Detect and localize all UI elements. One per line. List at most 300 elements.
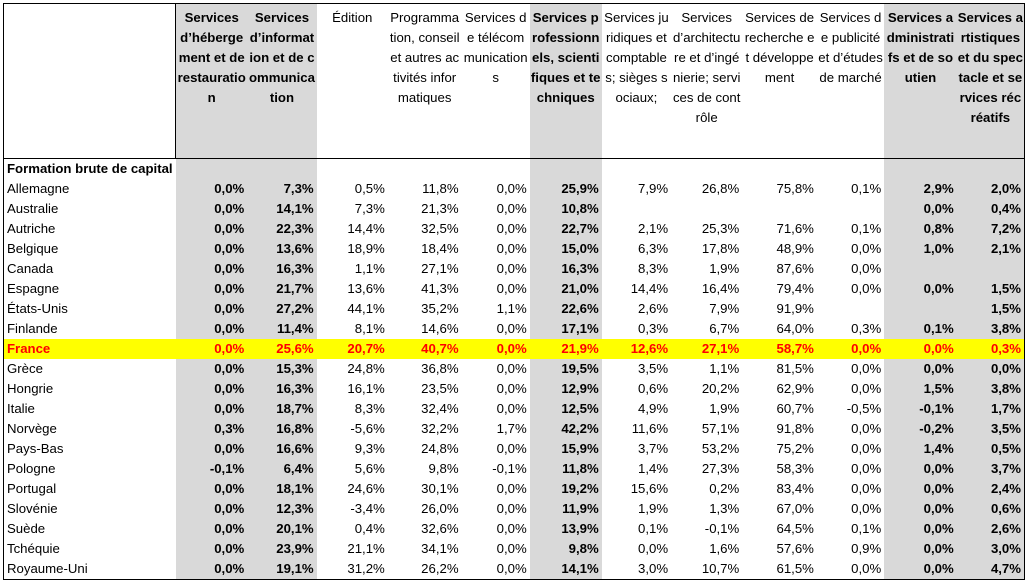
section-filler-cell (671, 159, 742, 180)
value-cell-administratifs-soutien: 0,0% (884, 199, 957, 219)
capital-formation-table (3, 3, 1025, 580)
table-body (4, 159, 1025, 580)
value-cell-architecture-ingenierie: 1,6% (709, 541, 740, 556)
table-row (4, 539, 1025, 559)
value-cell-recherche-developpement: 75,8% (776, 181, 814, 196)
table-row (4, 499, 1025, 519)
value-cell-information-communication: 12,3% (247, 499, 316, 519)
section-filler-cell (742, 159, 817, 180)
value-cell-administratifs-soutien (884, 259, 957, 279)
value-cell-professionnels-scientifiques: 15,9% (530, 439, 602, 459)
value-cell-artistiques-spectacle: 3,0% (957, 539, 1025, 559)
section-filler-cell (884, 159, 957, 180)
value-cell-professionnels-scientifiques: 11,9% (530, 499, 602, 519)
value-cell-programmation: 27,1% (421, 261, 459, 276)
table-row (4, 459, 1025, 479)
value-cell-artistiques-spectacle: 2,0% (957, 179, 1025, 199)
value-cell-recherche-developpement: 79,4% (776, 281, 814, 296)
value-cell-programmation: 26,2% (388, 559, 462, 580)
value-cell-juridiques-comptables: 1,4% (638, 461, 669, 476)
value-cell-recherche-developpement: 83,4% (776, 481, 814, 496)
value-cell-edition: 44,1% (347, 301, 385, 316)
value-cell-hebergement-restauration: 0,0% (176, 399, 248, 419)
value-cell-administratifs-soutien (884, 299, 957, 319)
value-cell-recherche-developpement: 91,9% (776, 301, 814, 316)
table-header (4, 4, 1025, 159)
value-cell-telecommunications: 0,0% (496, 361, 527, 376)
value-cell-architecture-ingenierie: 27,1% (671, 339, 742, 359)
value-cell-professionnels-scientifiques: 11,8% (530, 459, 602, 479)
value-cell-administratifs-soutien: 2,9% (884, 179, 957, 199)
value-cell-edition: 24,6% (347, 481, 385, 496)
value-cell-programmation: 32,4% (421, 401, 459, 416)
value-cell-administratifs-soutien: 0,0% (884, 519, 957, 539)
header-publicite-etudes: Services de publicité et d’études de marché (817, 4, 884, 159)
value-cell-administratifs-soutien: 0,0% (884, 539, 957, 559)
value-cell-publicite-etudes: 0,0% (817, 339, 884, 359)
value-cell-edition: 9,3% (354, 441, 385, 456)
section-filler-cell (317, 159, 388, 180)
value-cell-telecommunications: 0,0% (496, 401, 527, 416)
table-row (4, 399, 1025, 419)
value-cell-administratifs-soutien: 1,0% (884, 239, 957, 259)
value-cell-recherche-developpement: 60,7% (776, 401, 814, 416)
value-cell-juridiques-comptables: 7,9% (638, 181, 669, 196)
value-cell-information-communication: 18,7% (247, 399, 316, 419)
header-artistiques-spectacle: Services artistiques et du spectacle et services récréatifs (957, 4, 1025, 159)
country-cell: Allemagne (4, 179, 176, 199)
value-cell-programmation: 9,8% (428, 461, 459, 476)
value-cell-publicite-etudes: 0,0% (851, 261, 882, 276)
table-row (4, 479, 1025, 499)
value-cell-hebergement-restauration: 0,0% (176, 379, 248, 399)
value-cell-publicite-etudes: 0,1% (851, 221, 882, 236)
section-row (4, 159, 1025, 180)
value-cell-architecture-ingenierie: 17,8% (701, 241, 740, 256)
value-cell-telecommunications: 0,0% (496, 501, 527, 516)
value-cell-juridiques-comptables (602, 199, 671, 219)
value-cell-edition: 20,7% (317, 339, 388, 359)
value-cell-administratifs-soutien: 1,5% (884, 379, 957, 399)
value-cell-professionnels-scientifiques: 12,5% (530, 399, 602, 419)
value-cell-artistiques-spectacle: 1,5% (957, 299, 1025, 319)
value-cell-artistiques-spectacle: 0,5% (957, 439, 1025, 459)
header-telecommunications: Services de télécommunications (462, 4, 530, 159)
value-cell-hebergement-restauration: 0,0% (176, 339, 248, 359)
value-cell-hebergement-restauration: -0,1% (176, 459, 248, 479)
value-cell-artistiques-spectacle: 3,8% (957, 379, 1025, 399)
value-cell-programmation: 24,8% (421, 441, 459, 456)
value-cell-professionnels-scientifiques: 19,5% (530, 359, 602, 379)
value-cell-programmation: 41,3% (421, 281, 459, 296)
value-cell-telecommunications: 0,0% (496, 541, 527, 556)
value-cell-programmation: 14,6% (421, 321, 459, 336)
value-cell-juridiques-comptables: 12,6% (602, 339, 671, 359)
value-cell-telecommunications: 0,0% (462, 559, 530, 580)
value-cell-hebergement-restauration: 0,0% (176, 439, 248, 459)
value-cell-telecommunications: 0,0% (496, 381, 527, 396)
country-cell: Tchéquie (4, 539, 176, 559)
value-cell-information-communication: 22,3% (247, 219, 316, 239)
value-cell-information-communication: 25,6% (247, 339, 316, 359)
value-cell-telecommunications: 0,0% (496, 221, 527, 236)
value-cell-edition: 0,4% (354, 521, 385, 536)
value-cell-recherche-developpement: 61,5% (742, 559, 817, 580)
value-cell-publicite-etudes: 0,0% (851, 241, 882, 256)
value-cell-publicite-etudes: 0,1% (851, 181, 882, 196)
value-cell-edition: -5,6% (350, 421, 385, 436)
country-cell: Slovénie (4, 499, 176, 519)
table-row (4, 439, 1025, 459)
value-cell-programmation: 32,6% (421, 521, 459, 536)
value-cell-juridiques-comptables: 0,6% (638, 381, 669, 396)
value-cell-professionnels-scientifiques: 25,9% (530, 179, 602, 199)
value-cell-publicite-etudes: 0,0% (817, 559, 884, 580)
header-edition: Édition (317, 4, 388, 159)
table-row (4, 359, 1025, 379)
value-cell-telecommunications: 0,0% (496, 521, 527, 536)
value-cell-juridiques-comptables: 14,4% (630, 281, 669, 296)
value-cell-hebergement-restauration: 0,0% (176, 559, 248, 580)
value-cell-architecture-ingenierie: 6,7% (709, 321, 740, 336)
value-cell-artistiques-spectacle: 2,6% (957, 519, 1025, 539)
section-filler-cell (462, 159, 530, 180)
value-cell-professionnels-scientifiques: 16,3% (530, 259, 602, 279)
country-cell: Pays-Bas (4, 439, 176, 459)
value-cell-hebergement-restauration: 0,0% (176, 319, 248, 339)
section-filler-cell (957, 159, 1025, 180)
value-cell-telecommunications: 0,0% (462, 339, 530, 359)
value-cell-artistiques-spectacle: 3,7% (957, 459, 1025, 479)
value-cell-edition: 14,4% (347, 221, 385, 236)
value-cell-recherche-developpement: 67,0% (776, 501, 814, 516)
value-cell-administratifs-soutien: 0,1% (884, 319, 957, 339)
table-row (4, 319, 1025, 339)
value-cell-professionnels-scientifiques: 17,1% (530, 319, 602, 339)
value-cell-administratifs-soutien: 1,4% (884, 439, 957, 459)
value-cell-architecture-ingenierie: 7,9% (709, 301, 740, 316)
header-juridiques-comptables: Services juridiques et comptables; sièges sociaux; (602, 4, 671, 159)
value-cell-telecommunications: 0,0% (496, 441, 527, 456)
value-cell-administratifs-soutien: 0,0% (884, 459, 957, 479)
value-cell-programmation: 11,8% (422, 181, 459, 196)
value-cell-recherche-developpement: 71,6% (776, 221, 814, 236)
country-cell: Pologne (4, 459, 176, 479)
value-cell-artistiques-spectacle (957, 259, 1025, 279)
value-cell-artistiques-spectacle: 2,1% (957, 239, 1025, 259)
value-cell-edition: 24,8% (347, 361, 385, 376)
table-row (4, 279, 1025, 299)
value-cell-publicite-etudes: 0,0% (851, 381, 882, 396)
country-cell: États-Unis (4, 299, 176, 319)
value-cell-juridiques-comptables: 2,1% (638, 221, 669, 236)
section-filler-cell (247, 159, 316, 180)
header-row (4, 4, 1025, 159)
value-cell-programmation: 36,8% (421, 361, 459, 376)
value-cell-juridiques-comptables: 3,5% (638, 361, 669, 376)
value-cell-publicite-etudes: 0,0% (851, 361, 882, 376)
country-cell: Autriche (4, 219, 176, 239)
value-cell-recherche-developpement: 58,3% (776, 461, 814, 476)
value-cell-information-communication: 6,4% (247, 459, 316, 479)
country-cell: Royaume-Uni (4, 559, 176, 580)
value-cell-recherche-developpement (742, 199, 817, 219)
country-cell: Suède (4, 519, 176, 539)
table-row (4, 419, 1025, 439)
value-cell-professionnels-scientifiques: 13,9% (530, 519, 602, 539)
value-cell-juridiques-comptables: 6,3% (638, 241, 669, 256)
value-cell-architecture-ingenierie: 10,7% (671, 559, 742, 580)
table-row-highlighted (4, 339, 1025, 359)
value-cell-architecture-ingenierie: 16,4% (701, 281, 740, 296)
value-cell-artistiques-spectacle: 0,0% (957, 359, 1025, 379)
header-architecture-ingenierie: Services d’architecture et d’ingénierie; services de contrôle (671, 4, 742, 159)
value-cell-publicite-etudes (817, 299, 884, 319)
value-cell-information-communication: 18,1% (247, 479, 316, 499)
value-cell-telecommunications: 0,0% (496, 321, 527, 336)
country-cell: Australie (4, 199, 176, 219)
country-cell: Canada (4, 259, 176, 279)
header-administratifs-soutien: Services administratifs et de soutien (884, 4, 957, 159)
value-cell-juridiques-comptables: 3,7% (638, 441, 669, 456)
value-cell-administratifs-soutien: 0,0% (884, 479, 957, 499)
value-cell-administratifs-soutien: -0,2% (884, 419, 957, 439)
value-cell-information-communication: 16,6% (247, 439, 316, 459)
value-cell-juridiques-comptables: 15,6% (630, 481, 669, 496)
value-cell-juridiques-comptables: 0,0% (638, 541, 669, 556)
value-cell-telecommunications: 0,0% (496, 261, 527, 276)
value-cell-architecture-ingenierie (671, 199, 742, 219)
value-cell-administratifs-soutien: 0,0% (884, 279, 957, 299)
value-cell-professionnels-scientifiques: 22,7% (530, 219, 602, 239)
value-cell-artistiques-spectacle: 1,5% (957, 279, 1025, 299)
value-cell-publicite-etudes: -0,5% (846, 401, 882, 416)
value-cell-information-communication: 16,8% (247, 419, 316, 439)
value-cell-publicite-etudes: 0,0% (851, 461, 882, 476)
value-cell-telecommunications: 0,0% (496, 481, 527, 496)
value-cell-publicite-etudes: 0,0% (851, 481, 882, 496)
value-cell-programmation: 40,7% (388, 339, 462, 359)
country-cell: Grèce (4, 359, 176, 379)
value-cell-edition: 31,2% (317, 559, 388, 580)
value-cell-telecommunications: 0,0% (496, 281, 527, 296)
value-cell-information-communication: 27,2% (247, 299, 316, 319)
country-cell: Finlande (4, 319, 176, 339)
country-cell: France (4, 339, 176, 359)
value-cell-information-communication: 20,1% (247, 519, 316, 539)
section-filler-cell (602, 159, 671, 180)
table-row (4, 559, 1025, 580)
value-cell-hebergement-restauration: 0,0% (176, 519, 248, 539)
value-cell-recherche-developpement: 57,6% (776, 541, 814, 556)
table-row (4, 259, 1025, 279)
value-cell-professionnels-scientifiques: 14,1% (530, 559, 602, 580)
value-cell-juridiques-comptables: 4,9% (638, 401, 669, 416)
value-cell-programmation: 34,1% (421, 541, 459, 556)
value-cell-edition: 5,6% (354, 461, 385, 476)
header-professionnels-scientifiques: Services professionnels, scientifiques et techniques (530, 4, 602, 159)
value-cell-publicite-etudes: 0,1% (851, 521, 882, 536)
value-cell-telecommunications: 0,0% (496, 181, 527, 196)
value-cell-artistiques-spectacle: 3,8% (957, 319, 1025, 339)
value-cell-hebergement-restauration: 0,0% (176, 239, 248, 259)
value-cell-recherche-developpement: 58,7% (742, 339, 817, 359)
value-cell-architecture-ingenierie: 25,3% (701, 221, 740, 236)
value-cell-telecommunications: 0,0% (496, 241, 527, 256)
table-row (4, 219, 1025, 239)
header-corner-cell (4, 4, 176, 159)
value-cell-information-communication: 21,7% (247, 279, 316, 299)
value-cell-publicite-etudes: 0,9% (851, 541, 882, 556)
value-cell-telecommunications: 1,1% (496, 301, 527, 316)
value-cell-recherche-developpement: 91,8% (776, 421, 814, 436)
value-cell-professionnels-scientifiques: 12,9% (530, 379, 602, 399)
value-cell-hebergement-restauration: 0,0% (176, 219, 248, 239)
section-filler-cell (530, 159, 602, 180)
value-cell-edition: 7,3% (354, 201, 385, 216)
value-cell-edition: -3,4% (350, 501, 385, 516)
value-cell-professionnels-scientifiques: 42,2% (530, 419, 602, 439)
section-filler-cell (176, 159, 248, 180)
value-cell-hebergement-restauration: 0,0% (176, 199, 248, 219)
value-cell-information-communication: 11,4% (247, 319, 316, 339)
value-cell-architecture-ingenierie: 1,9% (709, 401, 740, 416)
value-cell-artistiques-spectacle: 0,4% (957, 199, 1025, 219)
header-recherche-developpement: Services de recherche et développement (742, 4, 817, 159)
value-cell-administratifs-soutien: 0,0% (884, 339, 957, 359)
header-programmation: Programmation, conseil et autres activités informatiques (388, 4, 462, 159)
value-cell-architecture-ingenierie: 1,9% (709, 261, 740, 276)
value-cell-administratifs-soutien: 0,0% (884, 559, 957, 580)
value-cell-juridiques-comptables: 2,6% (638, 301, 669, 316)
value-cell-edition: 8,1% (354, 321, 385, 336)
value-cell-recherche-developpement: 75,2% (776, 441, 814, 456)
value-cell-architecture-ingenierie: 1,3% (709, 501, 740, 516)
value-cell-professionnels-scientifiques: 15,0% (530, 239, 602, 259)
value-cell-artistiques-spectacle: 4,7% (957, 559, 1025, 580)
value-cell-professionnels-scientifiques: 10,8% (530, 199, 602, 219)
table-row (4, 179, 1025, 199)
value-cell-programmation: 26,0% (421, 501, 459, 516)
value-cell-hebergement-restauration: 0,0% (176, 279, 248, 299)
value-cell-professionnels-scientifiques: 19,2% (530, 479, 602, 499)
value-cell-edition: 18,9% (347, 241, 385, 256)
value-cell-artistiques-spectacle: 3,5% (957, 419, 1025, 439)
value-cell-juridiques-comptables: 0,1% (638, 521, 669, 536)
value-cell-hebergement-restauration: 0,0% (176, 299, 248, 319)
value-cell-architecture-ingenierie: 53,2% (701, 441, 740, 456)
country-cell: Italie (4, 399, 176, 419)
table-row (4, 239, 1025, 259)
value-cell-professionnels-scientifiques: 21,0% (530, 279, 602, 299)
value-cell-edition: 0,5% (354, 181, 385, 196)
value-cell-hebergement-restauration: 0,0% (176, 259, 248, 279)
value-cell-hebergement-restauration: 0,0% (176, 359, 248, 379)
value-cell-architecture-ingenierie: 0,2% (709, 481, 740, 496)
value-cell-programmation: 23,5% (421, 381, 459, 396)
value-cell-artistiques-spectacle: 0,3% (957, 339, 1025, 359)
section-filler-cell (817, 159, 884, 180)
value-cell-information-communication: 16,3% (247, 259, 316, 279)
value-cell-edition: 13,6% (347, 281, 385, 296)
value-cell-publicite-etudes: 0,0% (851, 421, 882, 436)
value-cell-hebergement-restauration: 0,0% (176, 179, 248, 199)
value-cell-architecture-ingenierie: 57,1% (701, 421, 740, 436)
table-row (4, 379, 1025, 399)
value-cell-recherche-developpement: 62,9% (776, 381, 814, 396)
value-cell-hebergement-restauration: 0,0% (176, 479, 248, 499)
value-cell-artistiques-spectacle: 7,2% (957, 219, 1025, 239)
value-cell-information-communication: 14,1% (247, 199, 316, 219)
value-cell-programmation: 30,1% (421, 481, 459, 496)
table-row (4, 199, 1025, 219)
value-cell-artistiques-spectacle: 2,4% (957, 479, 1025, 499)
spreadsheet-table-container (3, 3, 1025, 580)
table-row (4, 519, 1025, 539)
value-cell-recherche-developpement: 48,9% (776, 241, 814, 256)
value-cell-juridiques-comptables: 11,6% (631, 421, 669, 436)
value-cell-architecture-ingenierie: 27,3% (701, 461, 740, 476)
value-cell-telecommunications: 1,7% (496, 421, 527, 436)
section-label: Formation brute de capital (4, 159, 176, 180)
value-cell-edition: 1,1% (354, 261, 385, 276)
value-cell-publicite-etudes: 0,0% (851, 281, 882, 296)
country-cell: Norvège (4, 419, 176, 439)
value-cell-publicite-etudes: 0,0% (851, 501, 882, 516)
value-cell-telecommunications: -0,1% (492, 461, 527, 476)
value-cell-programmation: 32,5% (421, 221, 459, 236)
value-cell-administratifs-soutien: 0,0% (884, 359, 957, 379)
value-cell-hebergement-restauration: 0,3% (176, 419, 248, 439)
value-cell-publicite-etudes: 0,0% (851, 441, 882, 456)
value-cell-edition: 8,3% (354, 401, 385, 416)
value-cell-administratifs-soutien: 0,0% (884, 499, 957, 519)
value-cell-recherche-developpement: 64,5% (776, 521, 814, 536)
value-cell-administratifs-soutien: 0,8% (884, 219, 957, 239)
value-cell-architecture-ingenierie: 1,1% (709, 361, 740, 376)
value-cell-publicite-etudes (817, 199, 884, 219)
value-cell-programmation: 18,4% (421, 241, 459, 256)
value-cell-recherche-developpement: 64,0% (776, 321, 814, 336)
table-row (4, 299, 1025, 319)
value-cell-professionnels-scientifiques: 22,6% (530, 299, 602, 319)
value-cell-juridiques-comptables: 1,9% (638, 501, 669, 516)
section-filler-cell (388, 159, 462, 180)
value-cell-artistiques-spectacle: 1,7% (957, 399, 1025, 419)
value-cell-juridiques-comptables: 0,3% (638, 321, 669, 336)
value-cell-recherche-developpement: 87,6% (776, 261, 814, 276)
value-cell-publicite-etudes: 0,3% (851, 321, 882, 336)
country-cell: Espagne (4, 279, 176, 299)
value-cell-programmation: 32,2% (421, 421, 459, 436)
value-cell-juridiques-comptables: 3,0% (602, 559, 671, 580)
header-hebergement-restauration: Services d’hébergement et de restauration (176, 4, 248, 159)
value-cell-information-communication: 19,1% (247, 559, 316, 580)
country-cell: Portugal (4, 479, 176, 499)
value-cell-hebergement-restauration: 0,0% (176, 539, 248, 559)
value-cell-artistiques-spectacle: 0,6% (957, 499, 1025, 519)
value-cell-professionnels-scientifiques: 21,9% (530, 339, 602, 359)
value-cell-architecture-ingenierie: -0,1% (704, 521, 740, 536)
value-cell-information-communication: 23,9% (247, 539, 316, 559)
value-cell-recherche-developpement: 81,5% (776, 361, 814, 376)
value-cell-information-communication: 16,3% (247, 379, 316, 399)
value-cell-juridiques-comptables: 8,3% (638, 261, 669, 276)
value-cell-hebergement-restauration: 0,0% (176, 499, 248, 519)
country-cell: Belgique (4, 239, 176, 259)
value-cell-programmation: 35,2% (421, 301, 459, 316)
value-cell-architecture-ingenierie: 26,8% (701, 181, 740, 196)
